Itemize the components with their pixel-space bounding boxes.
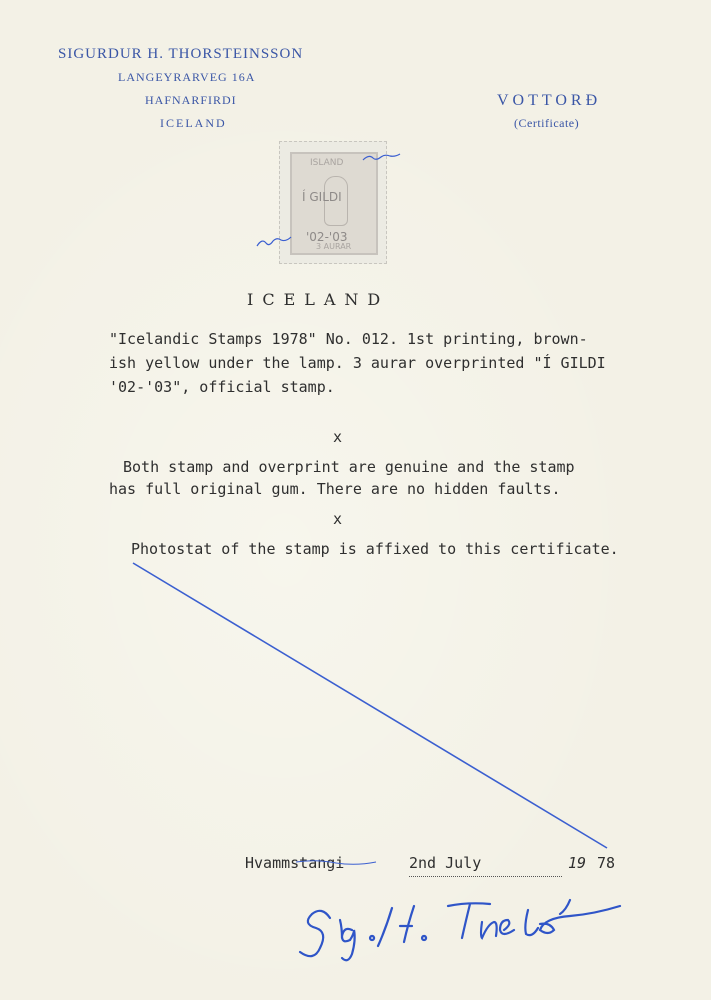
separator-mark: x	[333, 510, 343, 528]
place-name: Hvammstangi	[245, 854, 345, 872]
letterhead-town: HAFNARFIRDI	[145, 93, 237, 107]
separator-mark: x	[333, 428, 343, 446]
signature-initials	[300, 911, 355, 960]
signature-middle	[370, 906, 426, 946]
certificate-title: VOTTORÐ	[497, 92, 602, 109]
description-line: '02-'03", official stamp.	[109, 378, 335, 396]
description-line: ish yellow under the lamp. 3 aurar overprinted "Í GILDI	[109, 354, 606, 372]
diagonal-pen-line	[133, 563, 607, 848]
stamp-initial-mark	[363, 154, 400, 160]
certificate-subtitle: (Certificate)	[514, 116, 580, 130]
photostat-note: Photostat of the stamp is affixed to this certificate.	[131, 540, 619, 558]
stamp-value: 3 AURAR	[316, 242, 352, 251]
stamp-top-text: ISLAND	[310, 158, 344, 168]
issue-date: 2nd July	[409, 854, 482, 872]
place-correction-mark	[296, 861, 376, 865]
letterhead-street: LANGEYRARVEG 16A	[118, 70, 256, 84]
signature-surname	[448, 900, 620, 938]
stamp-overprint-years: '02-'03	[306, 230, 348, 244]
year-suffix: 78	[597, 854, 616, 872]
letterhead-country: ICELAND	[160, 116, 227, 130]
description-line: "Icelandic Stamps 1978" No. 012. 1st printing, brown-	[109, 330, 588, 348]
letterhead-name: SIGURDUR H. THORSTEINSSON	[58, 46, 304, 62]
country-heading: ICELAND	[247, 290, 390, 309]
opinion-line: has full original gum. There are no hidden faults.	[109, 480, 561, 498]
stamp-overprint: Í GILDI	[302, 190, 342, 204]
opinion-line: Both stamp and overprint are genuine and the stamp	[123, 458, 575, 476]
stamp-initial-mark	[257, 237, 291, 246]
year-prefix: 19	[568, 854, 587, 872]
